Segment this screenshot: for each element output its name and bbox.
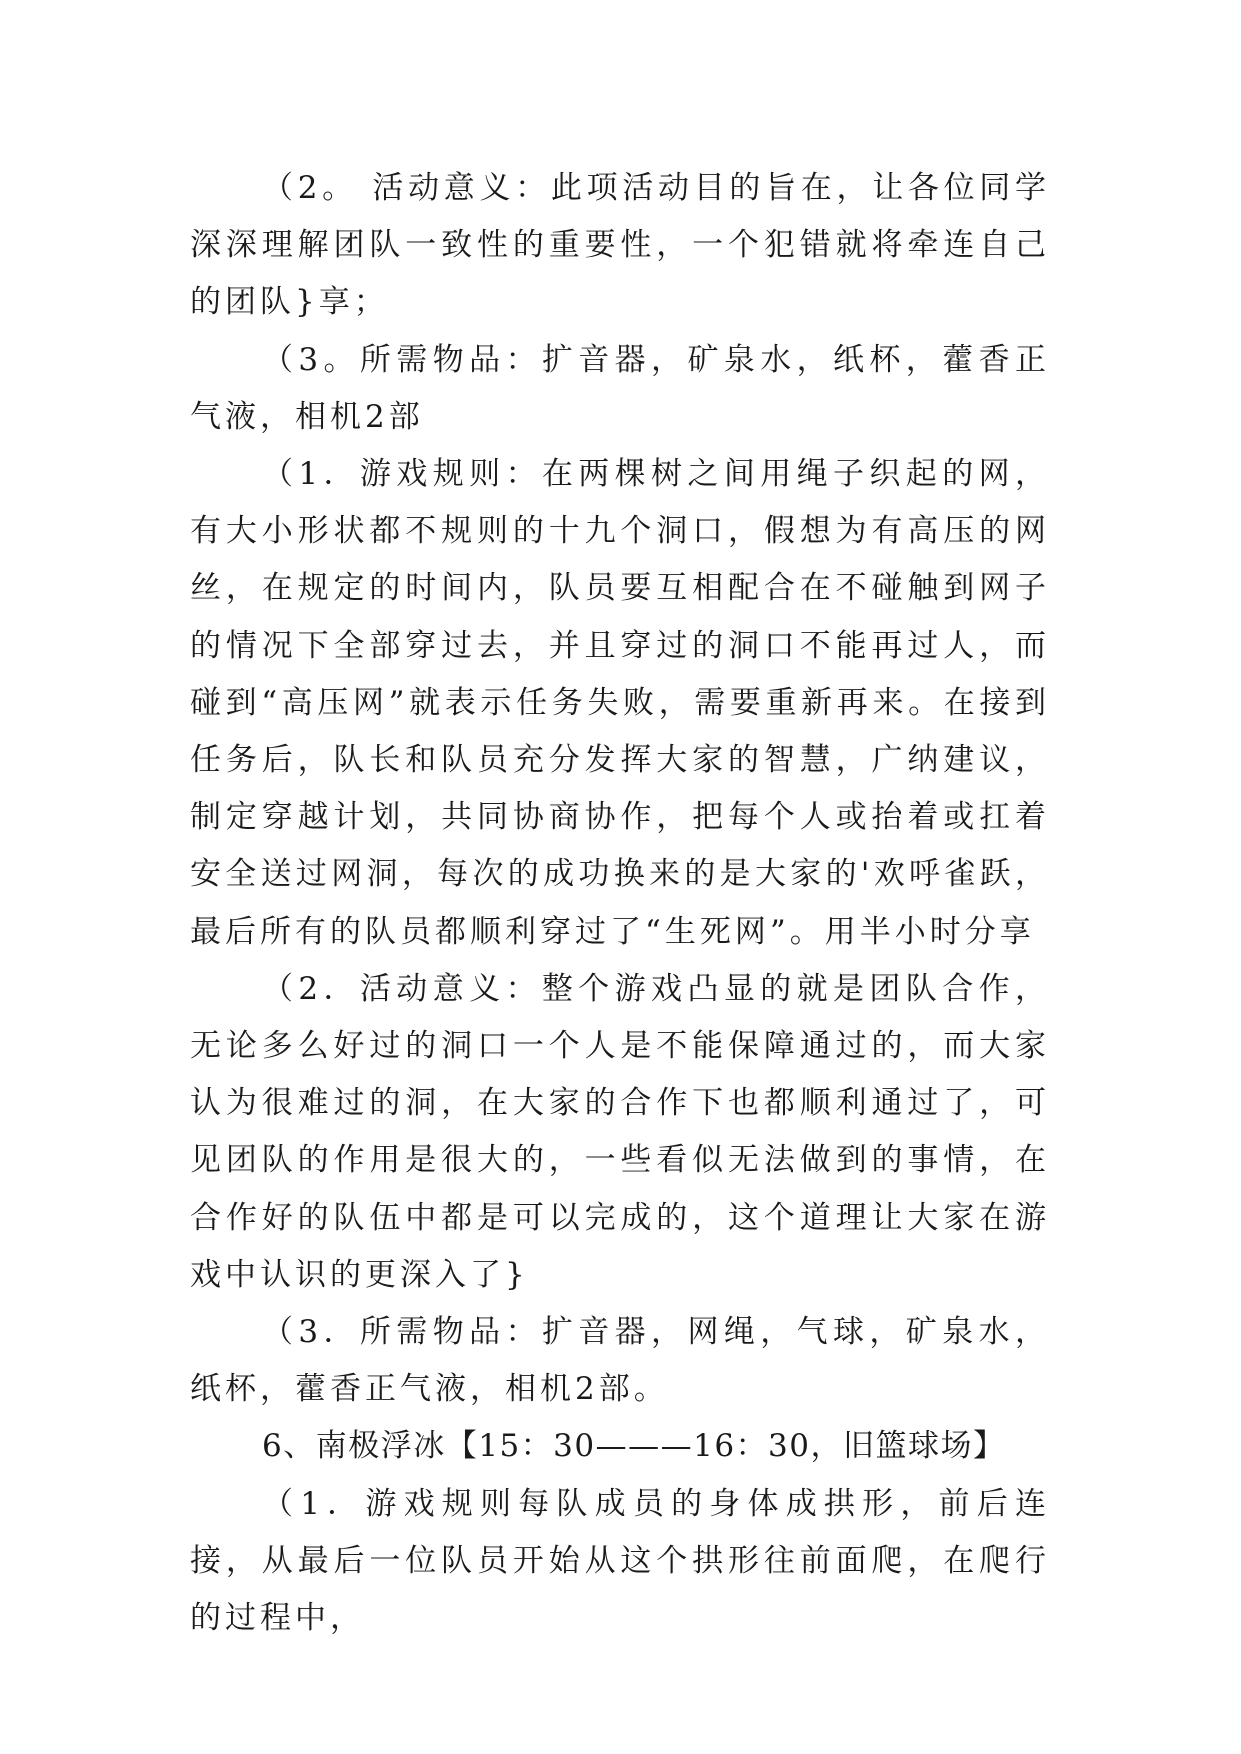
paragraph-activity-meaning-1: （2。 活动意义：此项活动目的旨在，让各位同学深深理解团队一致性的重要性，一个犯错就将牵连自己的团队}享； [190,170,1050,321]
document-page [190,160,1050,1647]
paragraph-game-rules-2: （1．游戏规则：在两棵树之间用绳子织起的网，有大小形状都不规则的十九个洞口，假想为有高压的网丝，在规定的时间内，队员要互相配合在不碰触到网子的情况下全部穿过去，并且穿过的洞口不能再过人，而碰到“高压网”就表示任务失败，需要重新再来。在接到任务后，队长和队员充分发挥大家的智慧，广纳建议，制定穿越计划，共同协商协作，把每个人或抬着或扛着安全送过网洞，每次的成功换来的是大家的'欢呼雀跃，最后所有的队员都顺利穿过了“生死网”。用半小时分享 [190,456,1050,950]
paragraph-required-items-1: （3。所需物品：扩音器，矿泉水，纸杯，藿香正气液，相机2部 [190,341,1050,435]
paragraph-game-rules-3: （1．游戏规则每队成员的身体成拱形，前后连接，从最后一位队员开始从这个拱形往前面爬，在爬行的过程中， [190,1485,1050,1637]
paragraph-required-items-2: （3．所需物品：扩音器，网绳，气球，矿泉水，纸杯，藿香正气液，相机2部。 [190,1314,1050,1408]
paragraph-activity-meaning-2: （2．活动意义：整个游戏凸显的就是团队合作，无论多么好过的洞口一个人是不能保障通过的，而大家认为很难过的洞，在大家的合作下也都顺利通过了，可见团队的作用是很大的，一些看似无法做到的事情，在合作好的队伍中都是可以完成的，这个道理让大家在游戏中认识的更深入了} [190,970,1050,1293]
section-heading-antarctic-ice: 6、南极浮冰【15：30———16：30，旧篮球场】 [262,1428,1006,1465]
